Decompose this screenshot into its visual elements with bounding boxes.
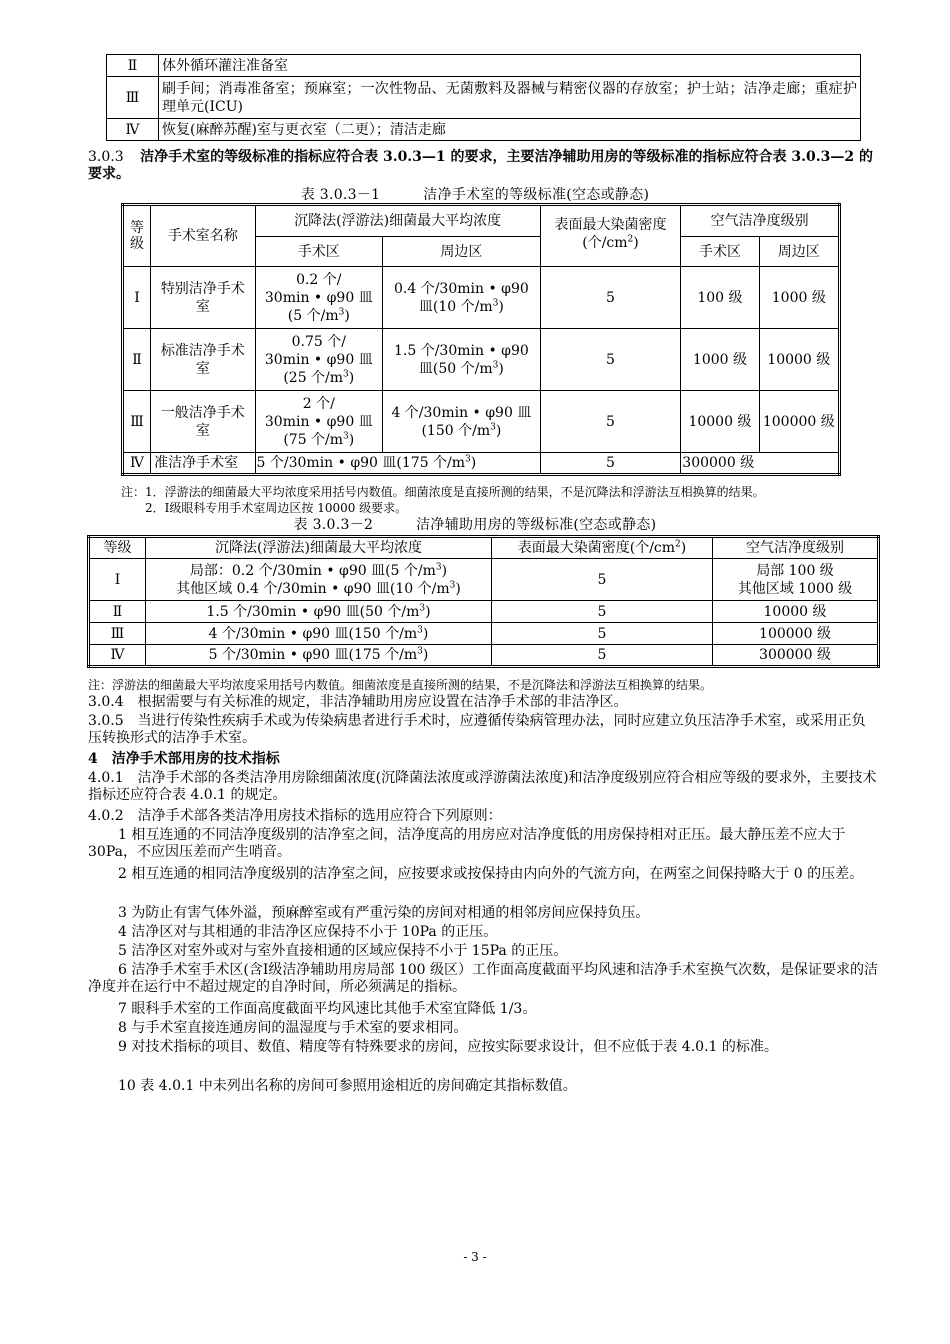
air-surgery-cell: 100 级 bbox=[681, 267, 759, 329]
section-4-title: 4 洁净手术部用房的技术指标 bbox=[88, 751, 280, 767]
air-cell bbox=[713, 559, 879, 601]
clause-number: 3.0.3 bbox=[88, 149, 124, 165]
page-number: - 3 - bbox=[463, 1250, 487, 1264]
paren: ) bbox=[441, 562, 448, 579]
value-line: (75 个/m bbox=[283, 431, 344, 448]
principle-6: 6 洁净手术室手术区(含Ⅰ级洁净辅助用房局部 100 级区）工作面高度截面平均风速和洁净手术室换气次数，是保证要求的洁净度并在运行中不超过规定的自净时间，所必须满足的指标。 bbox=[88, 962, 878, 995]
clause-304: 3.0.4 根据需要与有关标准的规定，非洁净辅助用房应设置在洁净手术部的非洁净区。 bbox=[88, 694, 628, 710]
level-cell: Ⅲ bbox=[107, 77, 159, 119]
table-row bbox=[107, 55, 861, 77]
value-line: 4 个/30min • φ90 皿 bbox=[391, 404, 532, 421]
table1-caption: 表 3.0.3－1 洁净手术室的等级标准(空态或静态) bbox=[300, 187, 650, 203]
level-cell: Ⅱ bbox=[107, 55, 159, 77]
table-header-row bbox=[89, 537, 879, 559]
paren: ) bbox=[470, 455, 477, 471]
header-air-surround: 周边区 bbox=[759, 237, 839, 267]
paren: ) bbox=[455, 580, 461, 597]
header-surgery-zone: 手术区 bbox=[255, 237, 383, 267]
unit-superscript: 3 bbox=[419, 602, 426, 613]
surgery-zone-cell bbox=[255, 329, 383, 391]
header-bacteria: 沉降法(浮游法)细菌最大平均浓度 bbox=[146, 537, 492, 559]
value-line: 5 个/30min • φ90 皿(175 个/m bbox=[256, 455, 466, 471]
value-line: 其他区域 1000 级 bbox=[737, 580, 853, 597]
bacteria-cell bbox=[146, 623, 492, 645]
value-line: 30min • φ90 皿 bbox=[264, 413, 373, 430]
unit-superscript: 3 bbox=[490, 421, 496, 432]
paren: ) bbox=[425, 603, 431, 620]
surface-cell: 5 bbox=[492, 601, 713, 623]
paren: ) bbox=[344, 307, 350, 324]
level-cell: Ⅳ bbox=[89, 645, 146, 667]
air-cell: 300000 级 bbox=[713, 645, 879, 667]
principle-1: 1 相互连通的不同洁净度级别的洁净室之间，洁净度高的用房应对洁净度低的用房保持相对正压。最大静压差不应大于 30Pa，不应因压差而产生哨音。 bbox=[88, 827, 846, 860]
air-cell: 300000 级 bbox=[681, 453, 840, 475]
air-surround-cell: 1000 级 bbox=[759, 267, 839, 329]
paren: ) bbox=[495, 422, 502, 439]
value-line: 局部：0.2 个/30min • φ90 皿(5 个/m bbox=[189, 562, 436, 579]
clause-401: 4.0.1 洁净手术部的各类洁净用房除细菌浓度(沉降菌法浓度或浮游菌法浓度)和洁净度级别应符合相应等级的要求外，主要技术指标还应符合表 4.0.1 的规定。 bbox=[88, 770, 877, 803]
header-air-surgery: 手术区 bbox=[681, 237, 759, 267]
surface-cell: 5 bbox=[540, 329, 681, 391]
content-cell: 刷手间；消毒准备室；预麻室；一次性物品、无菌敷料及器械与精密仪器的存放室；护士站；洁净走廊；重症护理单元(ICU) bbox=[159, 77, 861, 119]
level-cell: Ⅰ bbox=[123, 267, 151, 329]
clause-402: 4.0.2 洁净手术部各类洁净用房技术指标的选用应符合下列原则： bbox=[88, 808, 502, 824]
surface-cell: 5 bbox=[540, 267, 681, 329]
surface-cell: 5 bbox=[540, 453, 681, 475]
air-cell: 10000 级 bbox=[713, 601, 879, 623]
unit-superscript: 3 bbox=[338, 306, 345, 317]
value-line: 0.75 个/ bbox=[291, 333, 346, 350]
header-air: 空气洁净度级别 bbox=[681, 205, 840, 237]
auxiliary-room-grade-table bbox=[87, 535, 880, 668]
value-line: (150 个/m bbox=[421, 422, 491, 439]
unit-superscript: 3 bbox=[343, 368, 349, 379]
header-surface-label: 表面最大染菌密度 bbox=[554, 217, 667, 233]
unit-superscript: 3 bbox=[417, 646, 423, 657]
table-row bbox=[89, 645, 879, 667]
value-line: 30min • φ90 皿 bbox=[264, 289, 373, 306]
paren: ) bbox=[680, 540, 687, 556]
principle-9: 9 对技术指标的项目、数值、精度等有特殊要求的房间，应按实际要求设计，但不应低于表 4.0.1 的标准。 bbox=[118, 1039, 778, 1055]
paren: ) bbox=[422, 647, 429, 663]
unit-superscript: 3 bbox=[492, 297, 499, 308]
principle-7: 7 眼科手术室的工作面高度截面平均风速比其他手术室宜降低 1/3。 bbox=[118, 1001, 537, 1017]
surface-cell: 5 bbox=[492, 559, 713, 601]
value-line: 其他区域 0.4 个/30min • φ90 皿(10 个/m bbox=[176, 580, 450, 597]
table-row bbox=[107, 119, 861, 141]
paren: ) bbox=[633, 235, 639, 251]
value-line: 5 个/30min • φ90 皿(175 个/m bbox=[208, 647, 418, 663]
content-cell: 体外循环灌注准备室 bbox=[159, 55, 861, 77]
header-level: 等级 bbox=[123, 205, 151, 267]
header-level: 等级 bbox=[89, 537, 146, 559]
surround-zone-cell bbox=[383, 329, 541, 391]
air-surround-cell: 100000 级 bbox=[759, 391, 839, 453]
table2-caption: 表 3.0.3－2 洁净辅助用房的等级标准(空态或静态) bbox=[293, 517, 657, 533]
principle-3: 3 为防止有害气体外溢，预麻醉室或有严重污染的房间对相通的相邻房间应保持负压。 bbox=[118, 905, 650, 921]
value-line: 皿(10 个/m bbox=[418, 298, 493, 315]
unit-superscript: 3 bbox=[417, 624, 423, 635]
room-name-cell: 特别洁净手术室 bbox=[151, 267, 255, 329]
clause-303 bbox=[88, 149, 878, 183]
header-surface-label: 表面最大染菌密度(个/cm bbox=[517, 540, 676, 556]
surround-zone-cell bbox=[383, 267, 541, 329]
table-row bbox=[123, 391, 840, 453]
unit-superscript: 3 bbox=[343, 430, 349, 441]
table-row bbox=[123, 453, 840, 475]
clause-305: 3.0.5 当进行传染性疾病手术或为传染病患者进行手术时，应遵循传染病管理办法，同时应建立负压洁净手术室，或采用正负压转换形式的洁净手术室。 bbox=[88, 713, 866, 746]
level-cell: Ⅲ bbox=[123, 391, 151, 453]
principle-5: 5 洁净区对室外或对与室外直接相通的区域应保持不小于 15Pa 的正压。 bbox=[118, 943, 568, 959]
paren: ) bbox=[498, 360, 504, 377]
value-line: (25 个/m bbox=[283, 369, 344, 386]
unit-superscript: 2 bbox=[627, 234, 634, 245]
table1-note-2: 2．Ⅰ级眼科专用手术室周边区按 10000 级要求。 bbox=[145, 501, 408, 515]
surround-zone-cell bbox=[383, 391, 541, 453]
room-level-table bbox=[106, 54, 861, 141]
bacteria-cell bbox=[146, 645, 492, 667]
header-surface bbox=[492, 537, 713, 559]
level-cell: Ⅲ bbox=[89, 623, 146, 645]
paren: ) bbox=[422, 625, 429, 642]
header-room-name: 手术室名称 bbox=[151, 205, 255, 267]
header-air: 空气洁净度级别 bbox=[713, 537, 879, 559]
air-surgery-cell: 1000 级 bbox=[681, 329, 759, 391]
table-row bbox=[89, 559, 879, 601]
clause-text: 洁净手术室的等级标准的指标应符合表 3.0.3—1 的要求，主要洁净辅助用房的等级标准的指标应符合表 3.0.3—2 的要求。 bbox=[88, 149, 873, 182]
table-row bbox=[123, 329, 840, 391]
value-line: 0.2 个/ bbox=[296, 271, 342, 288]
unit-superscript: 3 bbox=[465, 454, 471, 465]
value-line: 1.5 个/30min • φ90 bbox=[393, 342, 529, 359]
unit-superscript: 3 bbox=[449, 579, 456, 590]
table1-note-1: 注：1．浮游法的细菌最大平均浓度采用括号内数值。细菌浓度是直接所测的结果，不是沉降法和浮游法互相换算的结果。 bbox=[121, 485, 765, 499]
header-surface-unit: (个/cm bbox=[582, 235, 628, 251]
surgery-zone-cell bbox=[255, 391, 383, 453]
operating-room-grade-table bbox=[121, 203, 841, 476]
value-line: 2 个/ bbox=[302, 395, 335, 412]
room-name-cell: 准洁净手术室 bbox=[151, 453, 255, 475]
value-line: 皿(50 个/m bbox=[418, 360, 493, 377]
value-line: 4 个/30min • φ90 皿(150 个/m bbox=[208, 625, 418, 642]
value-line: 30min • φ90 皿 bbox=[264, 351, 373, 368]
surgery-zone-cell bbox=[255, 267, 383, 329]
table-header-row bbox=[123, 205, 840, 237]
table-row bbox=[89, 623, 879, 645]
value-line: 局部 100 级 bbox=[756, 562, 834, 579]
principle-4: 4 洁净区对与其相通的非洁净区应保持不小于 10Pa 的正压。 bbox=[118, 924, 498, 940]
paren: ) bbox=[348, 369, 355, 386]
table-row bbox=[123, 267, 840, 329]
air-surgery-cell: 10000 级 bbox=[681, 391, 759, 453]
level-cell: Ⅳ bbox=[123, 453, 151, 475]
value-line: 1.5 个/30min • φ90 皿(50 个/m bbox=[206, 603, 420, 620]
principle-2: 2 相互连通的相同洁净度级别的洁净室之间，应按要求或按保持由内向外的气流方向，在两室之间保持略大于 0 的压差。 bbox=[118, 866, 864, 882]
header-bacteria: 沉降法(浮游法)细菌最大平均浓度 bbox=[255, 205, 540, 237]
level-cell: Ⅱ bbox=[89, 601, 146, 623]
air-cell: 100000 级 bbox=[713, 623, 879, 645]
header-surface bbox=[540, 205, 681, 267]
paren: ) bbox=[348, 431, 355, 448]
table2-note: 注：浮游法的细菌最大平均浓度采用括号内数值。细菌浓度是直接所测的结果，不是沉降法和浮游法互相换算的结果。 bbox=[88, 678, 713, 692]
level-cell: Ⅱ bbox=[123, 329, 151, 391]
principle-10: 10 表 4.0.1 中未列出名称的房间可参照用途相近的房间确定其指标数值。 bbox=[118, 1078, 577, 1094]
unit-superscript: 3 bbox=[435, 561, 442, 572]
bacteria-cell bbox=[146, 559, 492, 601]
level-cell: Ⅳ bbox=[107, 119, 159, 141]
value-line: 0.4 个/30min • φ90 bbox=[393, 280, 529, 297]
unit-superscript: 2 bbox=[675, 539, 681, 550]
value-line: (5 个/m bbox=[287, 307, 339, 324]
header-surround-zone: 周边区 bbox=[383, 237, 541, 267]
unit-superscript: 3 bbox=[492, 359, 499, 370]
paren: ) bbox=[498, 298, 504, 315]
content-cell: 恢复(麻醉苏醒)室与更衣室（二更）；清洁走廊 bbox=[159, 119, 861, 141]
principle-8: 8 与手术室直接连通房间的温湿度与手术室的要求相同。 bbox=[118, 1020, 468, 1036]
surface-cell: 5 bbox=[492, 645, 713, 667]
air-surround-cell: 10000 级 bbox=[759, 329, 839, 391]
level-cell: Ⅰ bbox=[89, 559, 146, 601]
room-name-cell: 标准洁净手术室 bbox=[151, 329, 255, 391]
room-name-cell: 一般洁净手术室 bbox=[151, 391, 255, 453]
table-row bbox=[107, 77, 861, 119]
bacteria-cell bbox=[255, 453, 540, 475]
bacteria-cell bbox=[146, 601, 492, 623]
surface-cell: 5 bbox=[492, 623, 713, 645]
table-row bbox=[89, 601, 879, 623]
surface-cell: 5 bbox=[540, 391, 681, 453]
